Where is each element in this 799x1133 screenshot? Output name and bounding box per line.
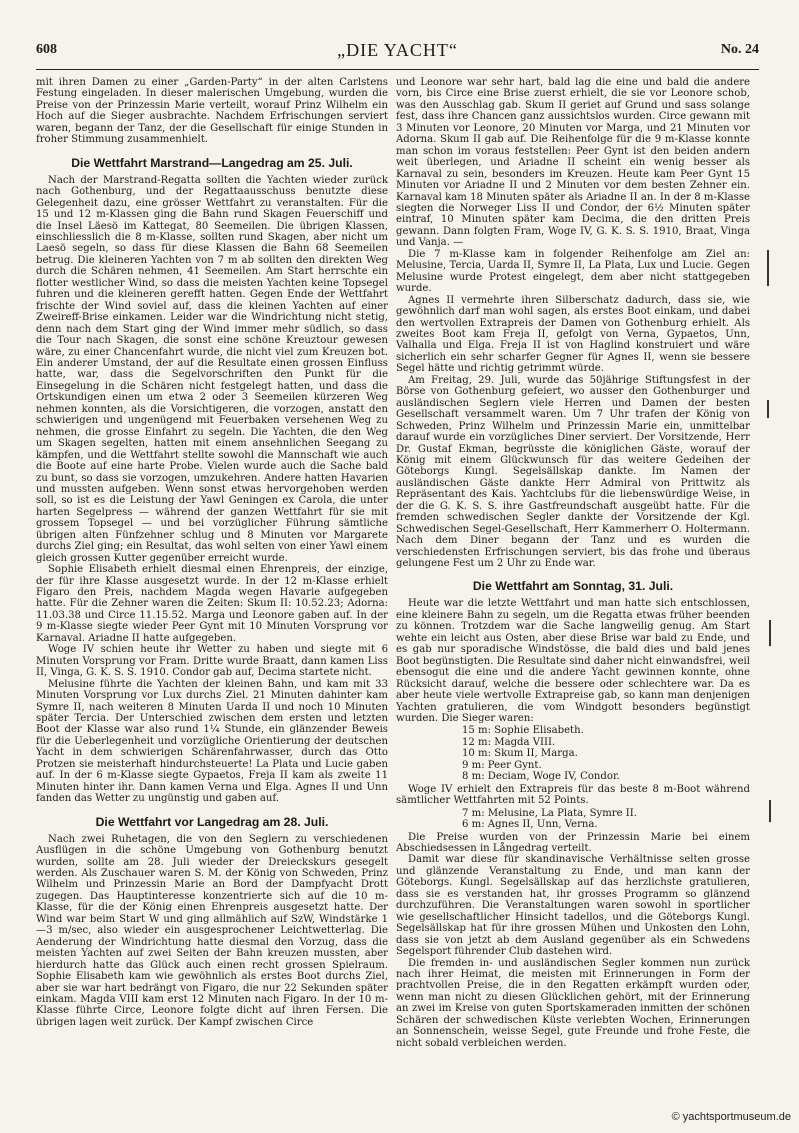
body-paragraph: Nach zwei Ruhetagen, die von den Seglern zu verschiedenen Ausflügen in die schöne Umgebung von Gothenburg benutzt wurden, sollte am 28. Juli wieder der Dreieckskurs gesegelt werden. Als Zuschauer waren S. M. der König von Schweden, Prinz Wilhelm und Prinzessin Marie an Bord der Dampfyacht Drott zugegen. Das Hauptinteresse konzentrierte sich auf die 10 m-Klasse, für die der König einen Ehrenpreis ausgesetzt hatte. Der Wind war beim Start W und ging allmählich auf SzW, Windstärke 1—3 m/sec, also wieder ein ausgesprochener Leichtwetterlag. Die Aenderung der Windrichtung hatte diesmal den Vorzug, dass die meisten Yachten auf zwei Seiten der Bahn kreuzen mussten, aber hierdurch hatte das Glück auch einen recht grossen Spielraum. Sophie Elisabeth kam wie gewöhnlich als erstes Boot durchs Ziel, aber sie war hart bedrängt von Figaro, die nur 22 Sekunden später einkam. Magda VIII kam erst 12 Minuten nach Figaro. In der 10 m-Klasse führte Circe, Leonore folgte dicht auf ihren Fersen. Die übrigen lagen weit zurück. Der Kampf zwischen Circe: [36, 833, 388, 1028]
intro-paragraph: mit ihren Damen zu einer „Garden-Party“ in der alten Carlstens Festung eingeladen. In dieser malerischen Umgebung, wurden die Preise von der Prinzessin Marie verteilt, worauf Prinz Wilhelm ein Hoch auf die Sieger ausbrachte. Nachdem Erfrischungen serviert waren, begann der Tanz, der die Gesellschaft für einige Stunden in froher Stimmung zusammenhielt.: [36, 77, 388, 146]
winner-line: 9 m: Peer Gynt.: [462, 759, 542, 771]
body-paragraph: Die 7 m-Klasse kam in folgender Reihenfolge am Ziel an: Melusine, Tercia, Uarda II, Symre II, La Plata, Lux und Lucie. Gegen Melusine wurde Protest eingelegt, dem aber nicht stattgegeben wurde.: [396, 248, 750, 295]
winner-line: 7 m: Melusine, La Plata, Symre II.: [462, 807, 637, 819]
body-paragraph: Sophie Elisabeth erhielt diesmal einen Ehrenpreis, der einzige, der für ihre Klasse ausgesetzt wurde. In der 12 m-Klasse erhielt Figaro den Preis, nachdem Magda wegen Havarie aufgegeben hatte. Für die Zehner waren die Zeiten: Skum II: 10.52.23; Adorna: 11.03.38 und Circe 11.15.52. Marga und Leonore gaben auf. In der 9 m-Klasse siegte wieder Peer Gynt mit 10 Minuten Vorsprung vor Karnaval. Ariadne II hatte aufgegeben.: [36, 564, 388, 644]
margin-mark: [767, 250, 769, 286]
body-paragraph: Agnes II vermehrte ihren Silberschatz dadurch, dass sie, wie gewöhnlich darf man wohl sagen, als erstes Boot einkam, und dabei den wertvollen Extrapreis der Damen von Gothenburg erhielt. Als zweites Boot kam Freja II, gefolgt von Verna, Gypaetos, Unn, Valhalla und Elga. Freja II ist von Haglind konstruiert und wäre sicherlich ein sehr scharfer Gegner für Agnes II, wenn sie bessere Segel hätte und richtig getrimmt würde.: [396, 294, 750, 375]
issue-number: No. 24: [720, 42, 759, 57]
margin-mark: [769, 620, 771, 646]
winner-line: 10 m: Skum II, Marga.: [462, 748, 578, 760]
page-header: [36, 40, 759, 70]
winner-line: 6 m: Agnes II, Unn, Verna.: [462, 819, 598, 831]
section-heading-langedrag: Die Wettfahrt vor Langedrag am 28. Juli.: [95, 814, 329, 829]
margin-mark: [769, 800, 771, 822]
winners-list: [462, 808, 750, 831]
section-heading-sonntag: Die Wettfahrt am Sonntag, 31. Juli.: [472, 579, 674, 594]
body-paragraph: Nach der Marstrand-Regatta sollten die Yachten wieder zurück nach Gothenburg, und der Regattaausschuss benutzte diese Gelegenheit dazu, eine grösser Wettfahrt zu veranstalten. Für die 15 und 12 m-Klassen ging die Bahn rund Skagen Feuerschiff und die Insel Läesö im Kattegat, 80 Seemeilen. Die übrigen Klassen, einschliesslich die 8 m-Klasse, sollten rund Skagen, aber nicht um Laesö segeln, so dass für diese Klassen die Bahn 68 Seemeilen betrug. Die kleineren Yachten von 7 m ab sollten den direkten Weg durch die Schären nehmen, 41 Seemeilen. Am Start herrschte ein flotter westlicher Wind, so dass die meisten Yachten keine Topsegel fuhren und die kleineren gerefft hatten. Gegen Ende der Wettfahrt frischte der Wind soviel auf, dass die kleinen Yachten auf einer Zweireff-Brise einkamen. Leider war die Windrichtung nicht stetig, denn nach dem Start ging der Wind immer mehr südlich, so dass die Tour nach Skagen, die sonst eine schöne Kreuztour gewesen wäre, zu einer Chancenfahrt wurde, die nicht viel zum Kreuzen bot. Ein anderer Umstand, der auf die Resultate einen grossen Einfluss hatte, war, dass die Segelvorschriften den Punkt für die Einsegelung in die Schären nicht festgelegt hatten, und dass die Ortskundigen einen um etwa 2 oder 3 Seemeilen kürzeren Weg nehmen konnten, als die Vorsichtigeren, die vorzogen, anstatt den schwierigen und ungenügend mit Feuerbaken versehenen Weg zu nehmen, die grosse Einfahrt zu segeln. Die Yachten, die den Weg um Skagen segelten, hatten mit einem ansehnlichen Seegang zu kämpfen, und die Wettfahrt stellte sowohl die Mannschaft wie auch die Boote auf eine harte Probe. Vielen wurde auch die Sache bald zu bunt, so dass sie vorzogen, umzukehren. Andere hatten Havarien und mussten aufgeben. Wenn sonst etwas hervorgehoben werden soll, so ist es die Leistung der Yawl Geningen ex Carola, die unter harten Segelpress — während der ganzen Wettfahrt für sie mit grossem Topsegel — und bei vorzüglicher Führung sämtliche übrigen alten Fünfzehner schlug und 8 Minuten vor Margarete durchs Ziel ging; ein Resultat, das wohl selten von einer Yawl einem gleich grossen Kutter gegenüber erreicht wurde.: [36, 174, 388, 564]
left-column: [36, 77, 388, 1097]
body-paragraph: Woge IV erhielt den Extrapreis für das beste 8 m-Boot während sämtlicher Wettfahrten mit 52 Points.: [396, 783, 750, 807]
running-title: „DIE YACHT“: [337, 40, 458, 60]
body-paragraph: und Leonore war sehr hart, bald lag die eine und bald die andere vorn, bis Circe eine Brise zuerst erhielt, die sie vor Leonore schob, was den Ausschlag gab. Skum II geriet auf Grund und sass solange fest, dass ihre Chancen ganz aussichtslos wurden. Circe gewann mit 3 Minuten vor Leonore, 20 Minuten vor Marga, und 21 Minuten vor Adorna. Skum II gab auf. Die Reihenfolge für die 9 m-Klasse konnte man schon im voraus feststellen: Peer Gynt ist den beiden andern weit überlegen, und Ariadne II scheint ein wenig besser als Karnaval zu sein, besonders im Kreuzen. Heute kam Peer Gynt 15 Minuten vor Ariadne II und 2 Minuten vor dem besten Zehner ein. Karnaval kam 18 Minuten später als Ariadne II an. In der 8 m-Klasse siegten die Norweger Liss II und Condor, der 6½ Minuten später eintraf, 10 Minuten später kam Decima, die den dritten Preis gewann. Dann folgten Fram, Woge IV, G. K. S. S. 1910, Braat, Vinga und Vanja. —: [396, 77, 750, 249]
page-number: 608: [36, 42, 57, 57]
winner-line: 15 m: Sophie Elisabeth.: [462, 725, 584, 737]
right-column: [396, 77, 750, 1097]
body-paragraph: Die fremden in- und ausländischen Segler kommen nun zurück nach ihrer Heimat, die meisten mit Erinnerungen in Form der prachtvollen Preise, die in den Regatten erkämpft wurden oder, wenn man nicht zu diesen Glücklichen gehört, mit der Erinnerung an zwei im Kreise von guten Sportskameraden inmitten der schönen Schären der schwedischen Küste verlebten Wochen, Erinnerungen an Sonnenschein, weisse Segel, gute Freunde und frohe Feste, die nicht sobald verbleichen werden.: [396, 957, 750, 1049]
margin-mark: [767, 400, 769, 418]
watermark: © yachtsportmuseum.de: [671, 1111, 791, 1123]
margin-marks: [757, 240, 787, 840]
body-paragraph: Melusine führte die Yachten der kleinen Bahn, und kam mit 33 Minuten Vorsprung vor Lux durchs Ziel. 21 Minuten dahinter kam Symre II, nach weiteren 8 Minuten Uarda II und noch 10 Minuten später Tercia. Der Unterschied zwischen dem ersten und letzten Boot der Klasse war also rund 1¼ Stunde, ein glänzender Beweis für die Ueberlegenheit und vorzügliche Orientierung der deutschen Yacht in dem schwierigen Schärenfahrwasser, durch das Otto Protzen sie meisterhaft hindurchsteuerte! La Plata und Lucie gaben auf. In der 6 m-Klasse siegte Gypaetos, Freja II kam als zweite 11 Minuten hinter ihr. Dann kamen Verna und Elga. Agnes II und Unn fanden das Wetter zu ungünstig und gaben auf.: [36, 678, 388, 805]
winner-line: 8 m: Deciam, Woge IV, Condor.: [462, 771, 620, 783]
winner-line: 12 m: Magda VIII.: [462, 736, 556, 748]
body-paragraph: Am Freitag, 29. Juli, wurde das 50jährige Stiftungsfest in der Börse von Gothenburg gefeiert, wo ausser den Gothenburger und ausländischen Seglern viele Herren und Damen der besten Gesellschaft versammelt waren. Um 7 Uhr trafen der König von Schweden, Prinz Wilhelm und Prinzessin Marie ein, unmittelbar darauf wurde ein vorzügliches Diner serviert. Der Vorsitzende, Herr Dr. Gustaf Ekman, begrüsste die königlichen Gäste, worauf der König mit einem Glückwunsch für das weitere Gedeihen der Göteborgs Kungl. Segelsällskap dankte. Im Namen der ausländischen Gäste dankte Herr Admiral von Prittwitz als Repräsentant des Kais. Yachtclubs für die liebenswürdige Weise, in der die G. K. S. S. ihre Gastfreundschaft ausgeübt hatte. Für die fremden schwedischen Segler dankte der Vorsitzende der Kgl. Schwedischen Segel-Gesellschaft, Herr Kammerherr O. Holtermann. Nach dem Diner begann der Tanz und es wurden die verschiedensten Erfrischungen serviert, bis das frohe und überaus gelungene Fest um 2 Uhr zu Ende war.: [396, 374, 750, 570]
body-paragraph: Woge IV schien heute ihr Wetter zu haben und siegte mit 6 Minuten Vorsprung vor Fram. Dritte wurde Braatt, dann kamen Liss II, Vinga, G. K. S. S. 1910. Condor gab auf, Decima startete nicht.: [36, 644, 388, 679]
body-paragraph: Die Preise wurden von der Prinzessin Marie bei einem Abschiedsessen in Långedrag verteilt.: [396, 831, 750, 854]
body-paragraph: Damit war diese für skandinavische Verhältnisse selten grosse und glänzende Veranstaltung zu Ende, und man kann der Göteborgs. Kungl. Segelsällskap auf das herzlichste gratulieren, dass sie es verstanden hat, ihr grosses Programm so glänzend durchzuführen. Die Veranstaltungen waren sowohl in sportlicher wie gesellschaftlicher Hinsicht tadellos, und die Göteborgs Kungl. Segelsällskap hat für ihre grossen Mühen und Unkosten den Lohn, dass sie von jetzt ab dem Ausland gegenüber als ein Schwedens Segelsport führender Club dastehen wird.: [396, 854, 750, 958]
section-heading-marstrand: Die Wettfahrt Marstrand—Langedrag am 25. Juli.: [71, 155, 353, 170]
winners-list: [462, 725, 750, 782]
body-paragraph: Heute war die letzte Wettfahrt und man hatte sich entschlossen, eine kleinere Bahn zu segeln, um die Regatta etwas früher beenden zu können. Trotzdem war die Sache langweilig genug. Am Start wehte ein leicht aus Osten, aber diese Brise war bald zu Ende, und es gab nur sporadische Windstösse, die bald dies und bald jenes Boot begünstigten. Die Resultate sind daher nicht einwandsfrei, weil ebensogut die eine und die andere Yacht gewinnen konnte, ohne Rücksicht darauf, welche die bessere oder schlechtere war. Da es aber heute viele wertvolle Extrapreise gab, so kann man denjenigen Yachten gratulieren, die vom Windgott besonders begünstigt wurden. Die Sieger waren:: [396, 598, 750, 725]
